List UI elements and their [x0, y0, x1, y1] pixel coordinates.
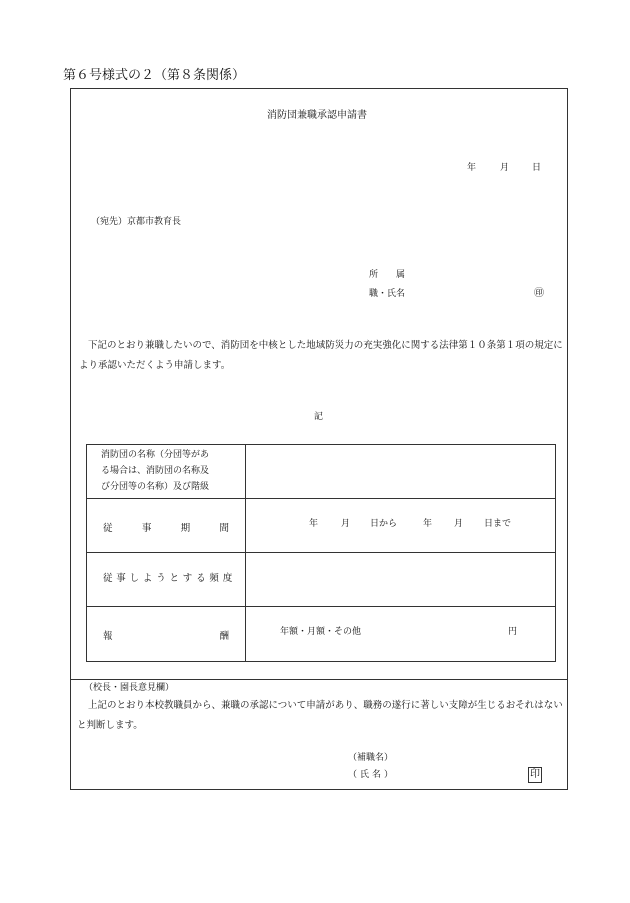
form-number: 第６号様式の２（第８条関係）	[63, 68, 246, 83]
applicant-seal-icon: ㊞	[534, 288, 544, 299]
table-row-name	[87, 445, 555, 498]
ki-heading: 記	[314, 412, 324, 422]
period-label-char: 期	[180, 523, 191, 534]
period-label-char: 間	[219, 523, 229, 534]
period-label-char: 従	[103, 523, 113, 534]
principal-text: 上記のとおり本校教職員から、兼職の承認について申請があり、職務の遂行に著しい支障が生じるおそれはないと判断します。	[77, 700, 563, 731]
period-month-1: 月	[341, 519, 351, 529]
date-day: 日	[532, 163, 542, 173]
period-month-2: 月	[454, 519, 464, 529]
principal-heading: （校長・園長意見欄）	[84, 683, 175, 693]
principal-seal-icon: 印	[528, 767, 542, 783]
principal-name-label: （氏名）	[348, 770, 397, 780]
section-divider	[70, 679, 568, 680]
form-title: 消防団兼職承認申請書	[267, 110, 367, 121]
principal-title-label: （補職名）	[348, 753, 394, 763]
pay-label	[103, 628, 229, 642]
pay-label-cell	[87, 607, 246, 661]
table-row-pay	[87, 606, 555, 661]
period-label-char: 事	[141, 523, 152, 534]
frequency-label: 従事しようとする頻度	[103, 573, 237, 584]
detail-table	[86, 444, 556, 662]
period-year-1: 年	[309, 519, 319, 529]
period-day-from: 日から	[370, 519, 398, 529]
date-year: 年	[467, 163, 477, 173]
period-year-2: 年	[423, 519, 433, 529]
name-label-line-1: 消防団の名称（分団等があ	[101, 450, 210, 460]
affiliation-label: 所 属	[369, 270, 406, 280]
pay-unit: 円	[508, 627, 518, 637]
frequency-label-cell	[87, 553, 246, 607]
period-day-to: 日まで	[484, 519, 512, 529]
name-label-line-2: る場合は、消防団の名称及	[101, 466, 210, 476]
pay-label-char: 報	[103, 631, 113, 642]
pay-label-char: 酬	[219, 631, 229, 642]
addressee: （宛先）京都市教育長	[91, 217, 182, 227]
name-label-cell	[87, 445, 246, 498]
table-row-frequency	[87, 552, 555, 607]
request-text: 下記のとおり兼職したいので、消防団を中核とした地域防災力の充実強化に関する法律第１０条第１項の規定により承認いただくよう申請します。	[79, 340, 563, 371]
period-label	[103, 520, 229, 534]
date-month: 月	[500, 163, 510, 173]
position-name-label: 職・氏名	[369, 289, 406, 299]
pay-value: 年額・月額・その他	[280, 627, 362, 637]
period-label-cell	[87, 499, 246, 553]
name-label-line-3: び分団等の名称）及び階級	[101, 482, 210, 492]
table-row-period	[87, 498, 555, 553]
